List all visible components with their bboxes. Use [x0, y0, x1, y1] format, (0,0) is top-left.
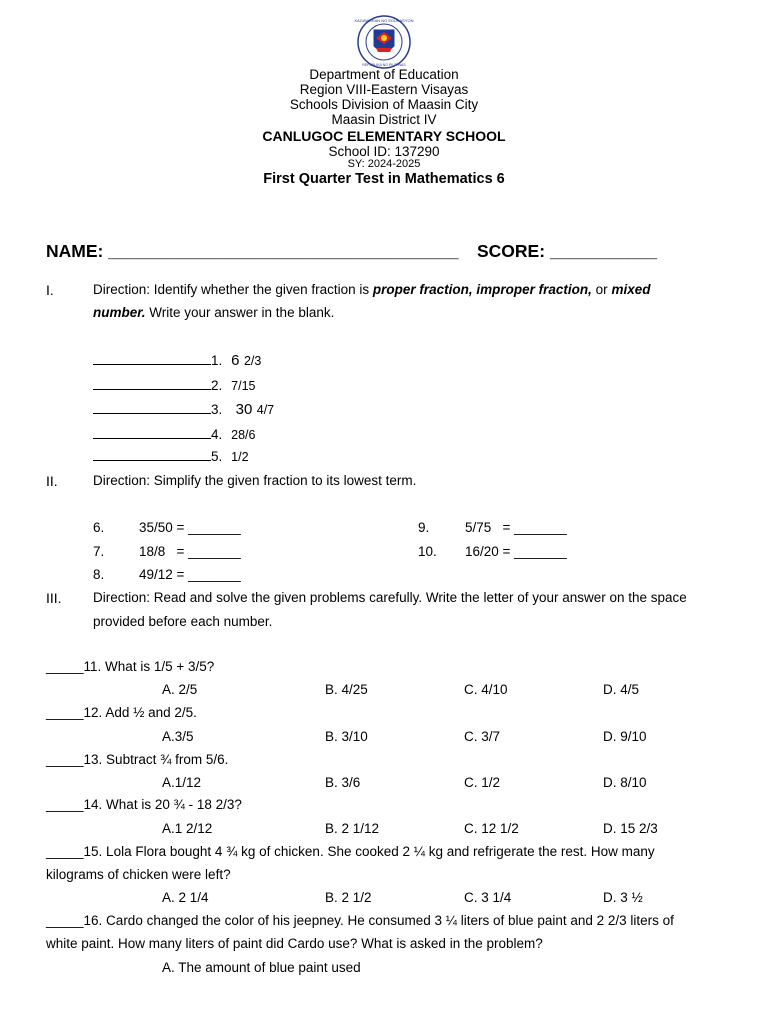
- q14-choice-c: C. 12 1/2: [464, 821, 519, 836]
- part1-item-2: [93, 377, 256, 395]
- answer-blank[interactable]: [93, 352, 211, 365]
- header-division: Schools Division of Maasin City: [289, 97, 479, 112]
- item-whole: 30: [235, 401, 253, 418]
- seal-text-top: KAGAWARAN NG EDUKASYON: [354, 18, 414, 23]
- item-number: 1.: [211, 353, 223, 368]
- question-12: _____12. Add ½ and 2/5.: [46, 705, 197, 720]
- part1-item-5: [93, 448, 249, 466]
- question-16-line2: white paint. How many liters of paint did Cardo use? What is asked in the problem?: [46, 936, 543, 951]
- part1-emph-a: proper fraction, improper fraction,: [372, 282, 592, 297]
- part1-or: or: [591, 282, 612, 297]
- question-15-line1: _____15. Lola Flora bought 4 ¾ kg of chicken. She cooked 2 ¼ kg and refrigerate the rest. How many: [46, 844, 655, 859]
- item-fraction: 2/3: [243, 354, 262, 368]
- q13-choice-c: C. 1/2: [464, 775, 501, 790]
- name-row: [46, 241, 459, 262]
- part2-item-9-number: 9.: [418, 520, 430, 535]
- q13-choice-a: A.1/12: [162, 775, 202, 790]
- item-number: 3.: [211, 402, 223, 417]
- item-fraction: 4/7: [256, 403, 275, 417]
- header-department: Department of Education: [309, 67, 459, 82]
- part2-item-7-number: 7.: [93, 544, 105, 559]
- q12-choice-d: D. 9/10: [603, 729, 647, 744]
- item-number: 2.: [211, 378, 223, 393]
- item-whole: 6: [231, 352, 240, 369]
- school-name: CANLUGOC ELEMENTARY SCHOOL: [262, 128, 506, 144]
- part2-item-10-number: 10.: [418, 544, 437, 559]
- part1-direction-line2: [93, 305, 334, 320]
- answer-blank[interactable]: [93, 426, 211, 439]
- part1-item-4: [93, 426, 256, 444]
- question-15-line2: kilograms of chicken were left?: [46, 867, 231, 882]
- part2-direction: Direction: Simplify the given fraction to its lowest term.: [93, 473, 417, 488]
- item-fraction: 7/15: [231, 379, 256, 393]
- part2-item-9-expr: 5/75 = _______: [465, 520, 567, 535]
- item-number: 5.: [211, 449, 223, 464]
- header-region: Region VIII-Eastern Visayas: [299, 82, 469, 97]
- part1-numeral: I.: [46, 282, 54, 298]
- part3-numeral: III.: [46, 590, 62, 606]
- q14-choice-d: D. 15 2/3: [603, 821, 658, 836]
- deped-seal-logo: [354, 14, 414, 70]
- question-16-line1: _____16. Cardo changed the color of his jeepney. He consumed 3 ¼ liters of blue paint and 2 2/3 liters of: [46, 913, 674, 928]
- part1-direction-text: Direction: Identify whether the given fraction is: [93, 282, 373, 297]
- part1-direction-line1: [93, 282, 650, 297]
- part2-item-7-expr: 18/8 = _______: [139, 544, 241, 559]
- part2-numeral: II.: [46, 473, 58, 489]
- part1-direction-end: Write your answer in the blank.: [145, 305, 335, 320]
- name-blank[interactable]: ____________________________________: [108, 241, 459, 261]
- q11-choice-d: D. 4/5: [603, 682, 640, 697]
- q15-choice-d: D. 3 ½: [603, 890, 643, 905]
- score-label: SCORE:: [477, 241, 550, 261]
- q15-choice-c: C. 3 1/4: [464, 890, 512, 905]
- part1-emph-b1: mixed: [611, 282, 651, 297]
- school-year: SY: 2024-2025: [347, 158, 421, 170]
- header-district: Maasin District IV: [331, 112, 437, 127]
- q13-choice-d: D. 8/10: [603, 775, 647, 790]
- question-11: _____11. What is 1/5 + 3/5?: [46, 659, 215, 674]
- q12-choice-a: A.3/5: [162, 729, 194, 744]
- answer-blank[interactable]: [93, 401, 211, 414]
- q11-choice-c: C. 4/10: [464, 682, 508, 697]
- seal-text-bottom: REPUBLIKA NG PILIPINAS: [362, 63, 406, 67]
- part1-emph-b2: number.: [93, 305, 146, 320]
- q15-choice-b: B. 2 1/2: [325, 890, 372, 905]
- q14-choice-b: B. 2 1/12: [325, 821, 380, 836]
- q11-choice-b: B. 4/25: [325, 682, 368, 697]
- item-fraction: 1/2: [231, 450, 249, 464]
- q12-choice-c: C. 3/7: [464, 729, 501, 744]
- q16-choice-a: A. The amount of blue paint used: [162, 960, 361, 975]
- q12-choice-b: B. 3/10: [325, 729, 368, 744]
- item-fraction: 28/6: [231, 428, 256, 442]
- test-title: First Quarter Test in Mathematics 6: [263, 171, 505, 187]
- name-label: NAME:: [46, 241, 109, 261]
- school-id: School ID: 137290: [328, 144, 440, 159]
- part2-item-10-expr: 16/20 = _______: [465, 544, 567, 559]
- part2-item-6-number: 6.: [93, 520, 105, 535]
- score-row: [477, 241, 657, 262]
- part1-item-1: [93, 352, 261, 370]
- question-13: _____13. Subtract ¾ from 5/6.: [46, 752, 229, 767]
- part3-direction-line2: provided before each number.: [93, 614, 273, 629]
- part2-item-8-number: 8.: [93, 567, 105, 582]
- q15-choice-a: A. 2 1/4: [162, 890, 209, 905]
- part1-item-3: [93, 401, 274, 419]
- part3-direction-line1: Direction: Read and solve the given problems carefully. Write the letter of your answer on the space: [93, 590, 687, 605]
- item-number: 4.: [211, 427, 223, 442]
- score-blank[interactable]: ___________: [549, 241, 657, 261]
- part2-item-6-expr: 35/50 = _______: [139, 520, 241, 535]
- answer-blank[interactable]: [93, 448, 211, 461]
- question-14: _____14. What is 20 ¾ - 18 2/3?: [46, 797, 242, 812]
- answer-blank[interactable]: [93, 377, 211, 390]
- q13-choice-b: B. 3/6: [325, 775, 361, 790]
- q11-choice-a: A. 2/5: [162, 682, 198, 697]
- part2-item-8-expr: 49/12 = _______: [139, 567, 241, 582]
- q14-choice-a: A.1 2/12: [162, 821, 213, 836]
